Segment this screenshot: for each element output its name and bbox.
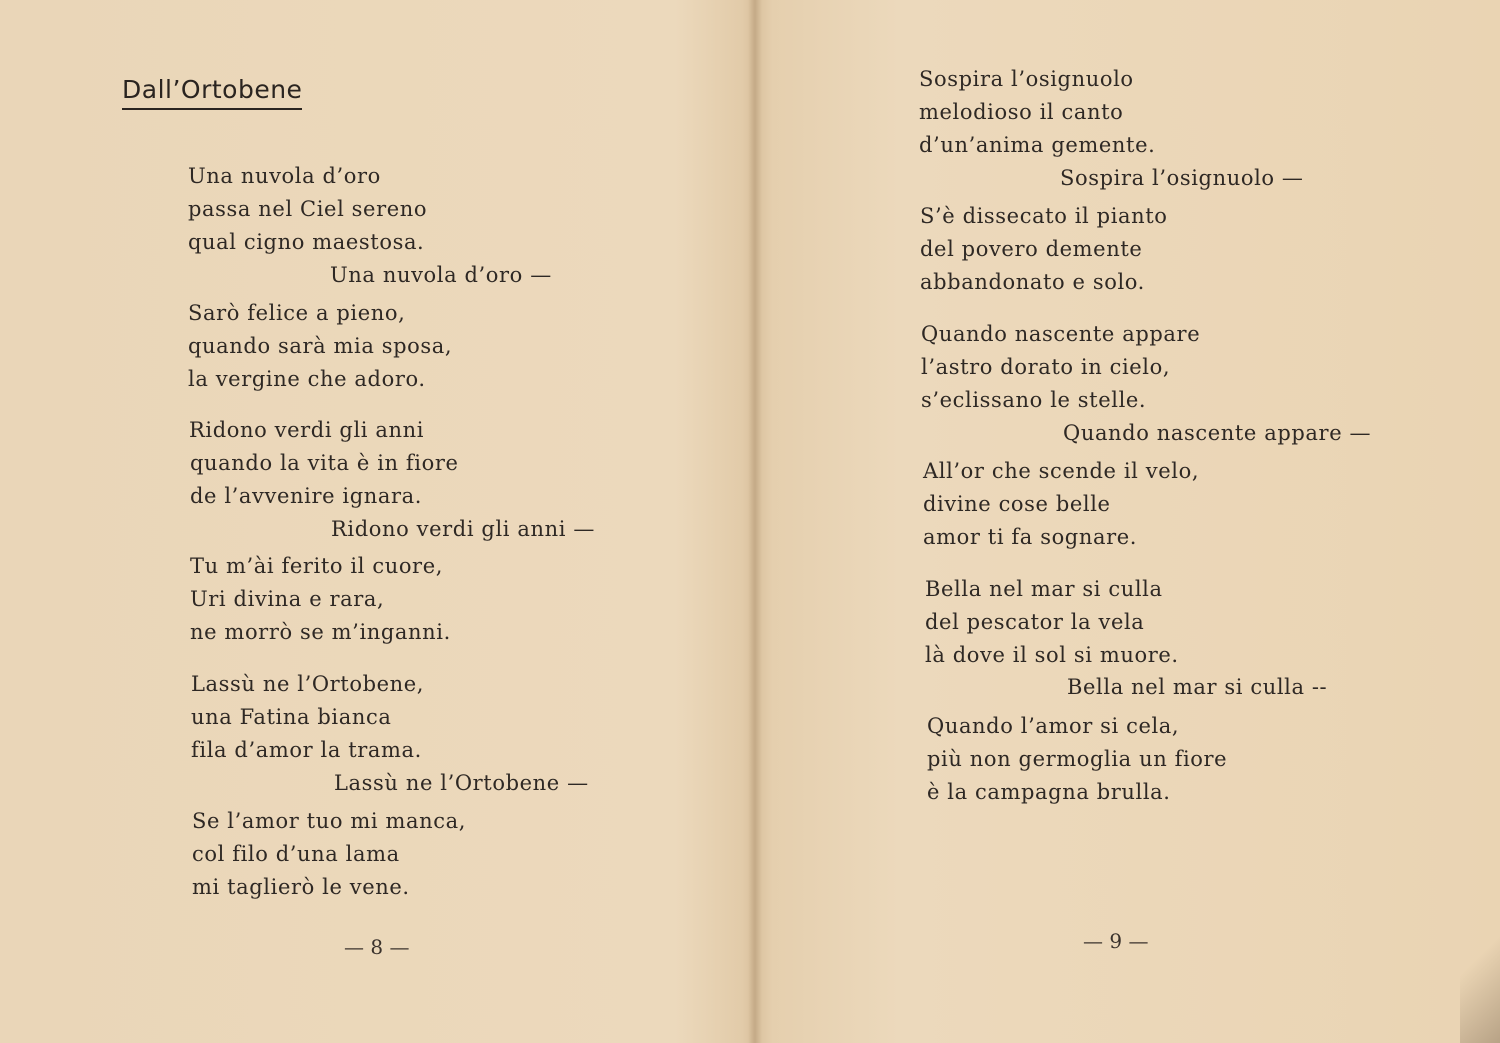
refrain-line: Ridono verdi gli anni — (331, 517, 595, 541)
verse-line: s’eclissano le stelle. (921, 388, 1147, 412)
verse-line: Tu m’ài ferito il cuore, (190, 554, 443, 578)
verse-line: col filo d’una lama (192, 842, 400, 866)
verse-line: divine cose belle (923, 492, 1111, 516)
poem-title: Dall’Ortobene (122, 74, 302, 110)
page-corner-shadow (1460, 903, 1500, 1043)
verse-line: melodioso il canto (919, 100, 1124, 124)
verse-line: Quando l’amor si cela, (927, 714, 1180, 738)
verse-line: Sospira l’osignuolo (919, 67, 1134, 91)
verse-line: del povero demente (920, 237, 1143, 261)
verse-line: quando sarà mia sposa, (188, 334, 453, 358)
verse-line: S’è dissecato il pianto (920, 204, 1168, 228)
verse-line: Una nuvola d’oro (188, 164, 381, 188)
refrain-line: Una nuvola d’oro — (330, 263, 552, 287)
verse-line: è la campagna brulla. (927, 780, 1171, 804)
verse-line: Sarò felice a pieno, (188, 301, 406, 325)
verse-line: fila d’amor la trama. (191, 738, 422, 762)
verse-line: del pescator la vela (925, 610, 1145, 634)
verse-line: de l’avvenire ignara. (190, 484, 423, 508)
verse-line: una Fatina bianca (191, 705, 392, 729)
verse-line: più non germoglia un fiore (927, 747, 1228, 771)
verse-line: Ridono verdi gli anni (189, 418, 425, 442)
refrain-line: Bella nel mar si culla -- (1067, 675, 1328, 699)
verse-line: amor ti fa sognare. (923, 525, 1138, 549)
verse-line: la vergine che adoro. (188, 367, 426, 391)
page-number: — 8 — (344, 935, 410, 959)
verse-line: Bella nel mar si culla (925, 577, 1163, 601)
refrain-line: Sospira l’osignuolo — (1060, 166, 1304, 190)
verse-line: l’astro dorato in cielo, (921, 355, 1171, 379)
verse-line: Se l’amor tuo mi manca, (192, 809, 466, 833)
right-page (760, 0, 1500, 1043)
verse-line: quando la vita è in fiore (190, 451, 459, 475)
refrain-line: Quando nascente appare — (1063, 421, 1372, 445)
verse-line: Quando nascente appare (921, 322, 1201, 346)
verse-line: mi taglierò le vene. (192, 875, 410, 899)
verse-line: ne morrò se m’inganni. (190, 620, 451, 644)
verse-line: d’un’anima gemente. (919, 133, 1156, 157)
verse-line: Uri divina e rara, (190, 587, 385, 611)
verse-line: Lassù ne l’Ortobene, (191, 672, 425, 696)
verse-line: passa nel Ciel sereno (188, 197, 428, 221)
verse-line: abbandonato e solo. (920, 270, 1145, 294)
verse-line: All’or che scende il velo, (923, 459, 1200, 483)
refrain-line: Lassù ne l’Ortobene — (334, 771, 589, 795)
verse-line: qual cigno maestosa. (188, 230, 425, 254)
verse-line: là dove il sol si muore. (925, 643, 1179, 667)
page-number: — 9 — (1083, 929, 1149, 953)
